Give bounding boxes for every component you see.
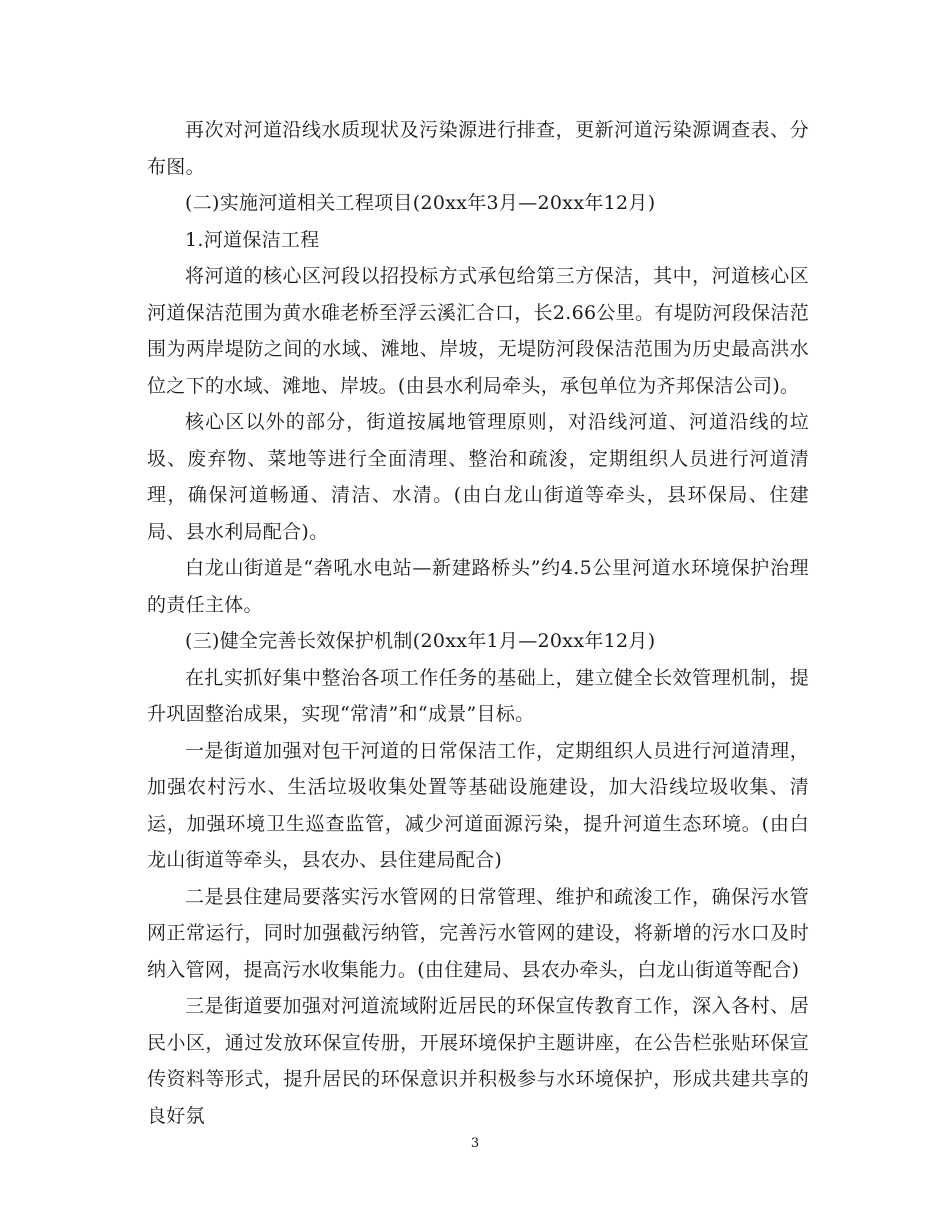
paragraph-item-three: 三是街道要加强对河道流域附近居民的环保宣传教育工作，深入各村、居民小区，通过发放环保宣传册，开展环境保护主题讲座，在公告栏张贴环保宣传资料等形式，提升居民的环保意识并积极参与水环境保护，形成共建共享的良好氛 bbox=[147, 995, 809, 1127]
paragraph-item-two: 二是县住建局要落实污水管网的日常管理、维护和疏浚工作，确保污水管网正常运行，同时加强截污纳管，完善污水管网的建设，将新增的污水口及时纳入管网，提高污水收集能力。(由住建局、县农办牵头，白龙山街道等配合) bbox=[147, 885, 809, 981]
section-heading-projects: (二)实施河道相关工程项目(20xx年3月—20xx年12月) bbox=[185, 192, 656, 214]
page-number: 3 bbox=[470, 1136, 480, 1151]
paragraph-core-area: 将河道的核心区河段以招投标方式承包给第三方保洁，其中，河道核心区河道保洁范围为黄水碓老桥至浮云溪汇合口，长2.66公里。有堤防河段保洁范围为两岸堤防之间的水域、滩地、岸坡，无堤防河段保洁范围为历史最高洪水位之下的水域、滩地、岸坡。(由县水利局牵头，承包单位为齐邦保洁公司)。 bbox=[147, 265, 809, 397]
paragraph-responsibility: 白龙山街道是“砻吼水电站—新建路桥头”约4.5公里河道水环境保护治理的责任主体。 bbox=[147, 557, 809, 616]
paragraph-outside-core: 核心区以外的部分，街道按属地管理原则，对沿线河道、河道沿线的垃圾、废弃物、菜地等进行全面清理、整治和疏浚，定期组织人员进行河道清理，确保河道畅通、清洁、水清。(由白龙山街道等牵头，县环保局、住建局、县水利局配合)。 bbox=[147, 411, 809, 543]
section-heading-mechanism: (三)健全完善长效保护机制(20xx年1月—20xx年12月) bbox=[185, 630, 656, 652]
subsection-heading-cleaning: 1.河道保洁工程 bbox=[185, 228, 320, 251]
paragraph-mechanism-intro: 在扎实抓好集中整治各项工作任务的基础上，建立健全长效管理机制，提升巩固整治成果，实现“常清”和“成景”目标。 bbox=[147, 666, 809, 725]
paragraph-survey: 再次对河道沿线水质现状及污染源进行排查，更新河道污染源调查表、分布图。 bbox=[147, 119, 809, 178]
document-body bbox=[147, 112, 809, 1134]
paragraph-item-one: 一是街道加强对包干河道的日常保洁工作，定期组织人员进行河道清理，加强农村污水、生活垃圾收集处置等基础设施建设，加大沿线垃圾收集、清运，加强环境卫生巡查监管，减少河道面源污染，提升河道生态环境。(由白龙山街道等牵头，县农办、县住建局配合) bbox=[147, 739, 809, 871]
